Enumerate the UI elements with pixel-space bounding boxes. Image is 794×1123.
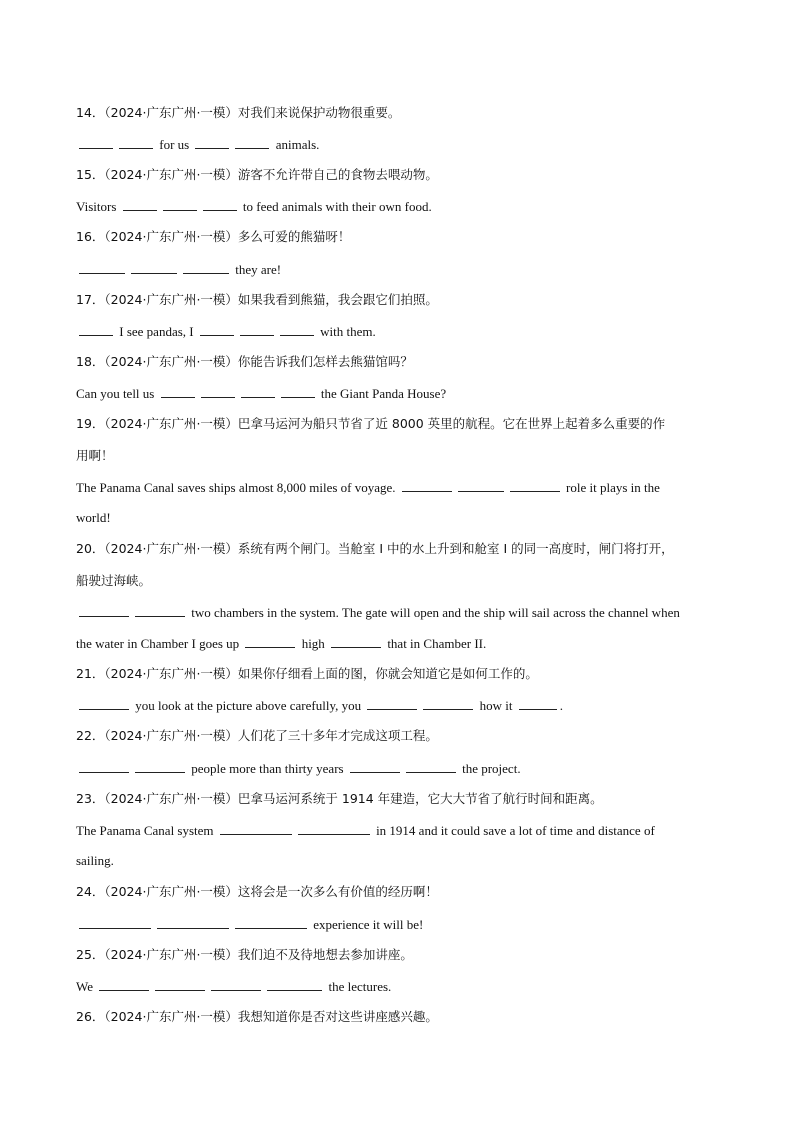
answer-text: experience it will be!	[313, 917, 424, 932]
answer-blank[interactable]	[163, 198, 197, 211]
question-17-prompt: 17．（2024·广东广州·一模）如果我看到熊猫，我会跟它们拍照。	[76, 292, 438, 307]
answer-blank[interactable]	[119, 136, 153, 149]
answer-text: that in Chamber II.	[387, 636, 487, 651]
answer-text: how it	[479, 698, 513, 713]
answer-text: The Panama Canal system	[76, 823, 214, 838]
question-24-answer-line	[76, 916, 724, 933]
answer-blank[interactable]	[245, 635, 295, 648]
answer-blank[interactable]	[235, 916, 307, 929]
question-16-answer-line	[76, 261, 724, 278]
answer-blank[interactable]	[79, 697, 129, 710]
answer-blank[interactable]	[402, 479, 452, 492]
answer-blank[interactable]	[79, 323, 113, 336]
answer-blank[interactable]	[99, 978, 149, 991]
question-22-answer-line	[76, 760, 724, 777]
question-19-prompt: 19．（2024·广东广州·一模）巴拿马运河为船只节省了近 8000 英里的航程。它在世界上起着多么重要的作	[76, 416, 666, 431]
question-19-prompt-continued: 用啊！	[76, 448, 114, 463]
question-21-answer-line	[76, 697, 724, 714]
question-19-answer-line-continued: world!	[76, 510, 111, 525]
answer-blank[interactable]	[79, 760, 129, 773]
question-23-prompt: 23．（2024·广东广州·一模）巴拿马运河系统于 1914 年建造，它大大节省了航行时间和距离。	[76, 791, 603, 806]
answer-blank[interactable]	[135, 604, 185, 617]
answer-text: the Giant Panda House?	[320, 386, 447, 401]
question-20-prompt-continued: 船驶过海峡。	[76, 573, 152, 588]
answer-text: role it plays in the	[566, 480, 660, 495]
answer-text: you look at the picture above carefully, you	[135, 698, 362, 713]
answer-text: with them.	[320, 324, 376, 339]
question-17-answer-line	[76, 323, 724, 340]
question-20-answer-line-continued	[76, 635, 724, 652]
answer-blank[interactable]	[367, 697, 417, 710]
answer-blank[interactable]	[157, 916, 229, 929]
answer-blank[interactable]	[195, 136, 229, 149]
answer-text: the water in Chamber I goes up	[76, 636, 240, 651]
answer-blank[interactable]	[79, 604, 129, 617]
answer-blank[interactable]	[79, 136, 113, 149]
answer-blank[interactable]	[79, 261, 125, 274]
answer-blank[interactable]	[519, 697, 557, 710]
question-24-prompt: 24．（2024·广东广州·一模）这将会是一次多么有价值的经历啊！	[76, 884, 438, 899]
question-20-prompt: 20．（2024·广东广州·一模）系统有两个闸门。当舱室 I 中的水上升到和舱室 I 的同一高度时，闸门将打开，	[76, 541, 674, 556]
question-20-answer-line	[76, 604, 724, 621]
answer-blank[interactable]	[201, 385, 235, 398]
answer-text: to feed animals with their own food.	[242, 199, 432, 214]
answer-blank[interactable]	[211, 978, 261, 991]
question-18-answer-line	[76, 385, 724, 402]
question-19-answer-line	[76, 479, 724, 496]
answer-text: .	[559, 698, 563, 713]
question-22-prompt: 22．（2024·广东广州·一模）人们花了三十多年才完成这项工程。	[76, 728, 438, 743]
answer-blank[interactable]	[183, 261, 229, 274]
answer-blank[interactable]	[280, 323, 314, 336]
question-18-prompt: 18．（2024·广东广州·一模）你能告诉我们怎样去熊猫馆吗？	[76, 354, 413, 369]
answer-text: in 1914 and it could save a lot of time and distance of	[376, 823, 655, 838]
answer-text: I see pandas, I	[119, 324, 194, 339]
answer-blank[interactable]	[155, 978, 205, 991]
answer-blank[interactable]	[350, 760, 400, 773]
answer-text: The Panama Canal saves ships almost 8,000 miles of voyage.	[76, 480, 396, 495]
question-14-answer-line	[76, 136, 724, 153]
answer-text: Can you tell us	[76, 386, 155, 401]
question-25-prompt: 25．（2024·广东广州·一模）我们迫不及待地想去参加讲座。	[76, 947, 413, 962]
answer-blank[interactable]	[331, 635, 381, 648]
answer-text: Visitors	[76, 199, 117, 214]
answer-blank[interactable]	[123, 198, 157, 211]
answer-text: the project.	[462, 761, 521, 776]
question-16-prompt: 16．（2024·广东广州·一模）多么可爱的熊猫呀！	[76, 229, 351, 244]
answer-blank[interactable]	[458, 479, 504, 492]
question-15-prompt: 15．（2024·广东广州·一模）游客不允许带自己的食物去喂动物。	[76, 167, 438, 182]
answer-blank[interactable]	[79, 916, 151, 929]
question-15-answer-line	[76, 198, 724, 215]
answer-blank[interactable]	[241, 385, 275, 398]
answer-text: the lectures.	[328, 979, 392, 994]
answer-blank[interactable]	[220, 822, 292, 835]
answer-blank[interactable]	[406, 760, 456, 773]
question-25-answer-line	[76, 978, 724, 995]
answer-text: high	[301, 636, 325, 651]
answer-blank[interactable]	[131, 261, 177, 274]
answer-text: We	[76, 979, 93, 994]
answer-text: animals.	[275, 137, 320, 152]
answer-blank[interactable]	[203, 198, 237, 211]
answer-text: they are!	[235, 262, 282, 277]
question-23-answer-line-continued: sailing.	[76, 853, 114, 868]
answer-text: for us	[159, 137, 190, 152]
answer-text: two chambers in the system. The gate will open and the ship will sail across the channel when	[191, 605, 680, 620]
answer-blank[interactable]	[510, 479, 560, 492]
question-26-prompt: 26．（2024·广东广州·一模）我想知道你是否对这些讲座感兴趣。	[76, 1009, 438, 1024]
answer-blank[interactable]	[161, 385, 195, 398]
question-21-prompt: 21．（2024·广东广州·一模）如果你仔细看上面的图，你就会知道它是如何工作的。	[76, 666, 538, 681]
question-14-prompt: 14．（2024·广东广州·一模）对我们来说保护动物很重要。	[76, 105, 401, 120]
answer-blank[interactable]	[298, 822, 370, 835]
answer-blank[interactable]	[200, 323, 234, 336]
answer-blank[interactable]	[281, 385, 315, 398]
answer-blank[interactable]	[267, 978, 322, 991]
answer-blank[interactable]	[135, 760, 185, 773]
answer-blank[interactable]	[423, 697, 473, 710]
answer-text: people more than thirty years	[191, 761, 344, 776]
question-23-answer-line	[76, 822, 724, 839]
answer-blank[interactable]	[240, 323, 274, 336]
answer-blank[interactable]	[235, 136, 269, 149]
